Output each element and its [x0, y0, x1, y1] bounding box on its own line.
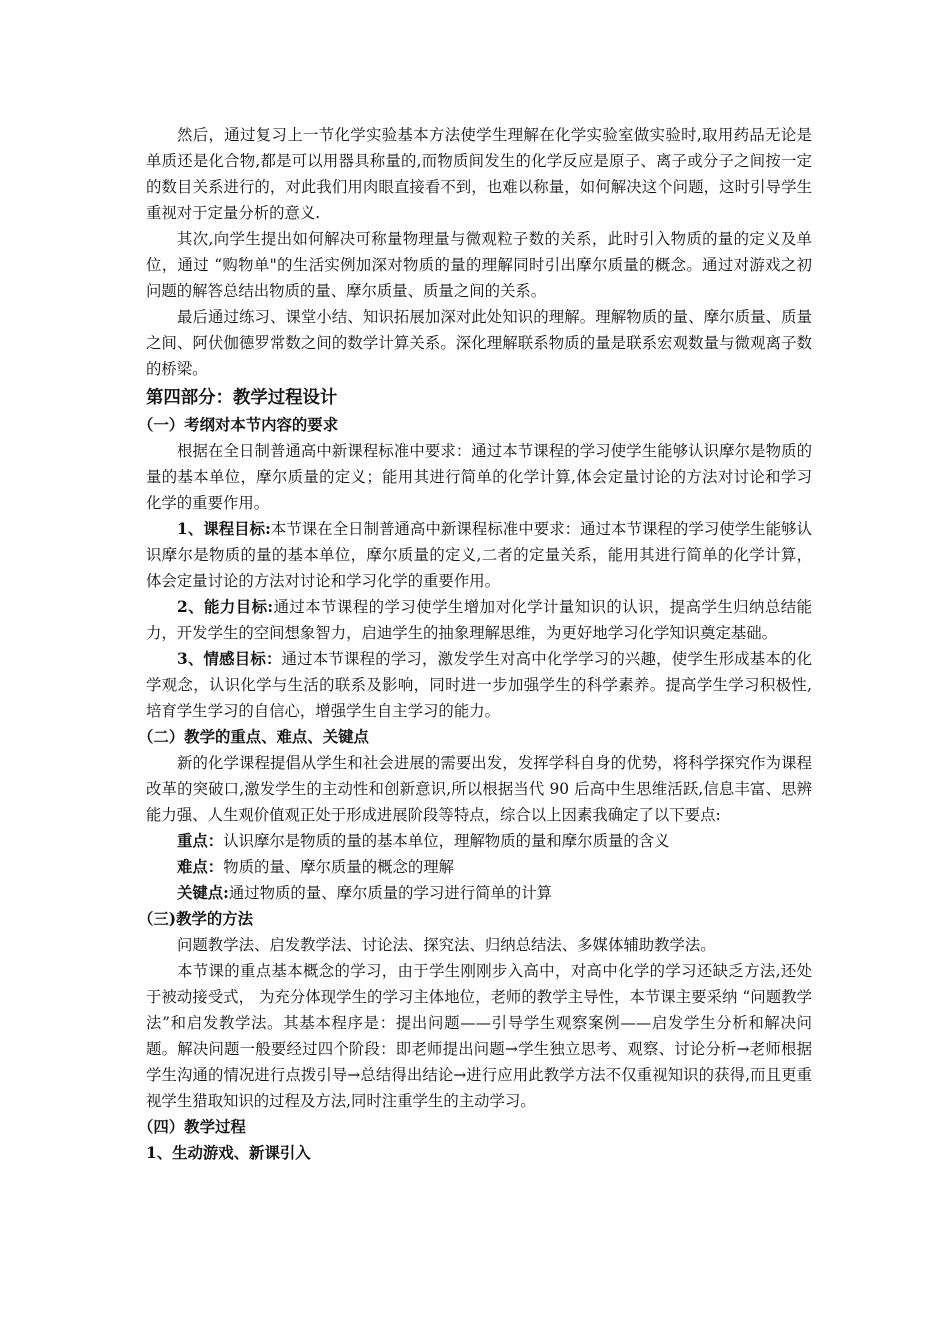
- key-point-label: 重点：: [177, 832, 224, 850]
- critical-point-label: 关键点:: [177, 884, 229, 902]
- intro-paragraph-2: 其次,向学生提出如何解决可称量物理量与微观粒子数的关系，此时引入物质的量的定义及单位，通过 “购物单"的生活实例加深对物质的量的理解同时引出摩尔质量的概念。通过对游戏之初问题的解答总结出物质的量、摩尔质量、质量之间的关系。: [146, 230, 812, 300]
- course-goal-paragraph: [146, 516, 812, 594]
- intro-paragraph-3: 最后通过练习、课堂小结、知识拓展加深对此处知识的理解。理解物质的量、摩尔质量、质量之间、阿伏伽德罗常数之间的数学计算关系。深化理解联系物质的量是联系宏观数量与微观离子数的桥梁。: [146, 308, 812, 378]
- difficulty-line: [146, 854, 812, 880]
- document-body: [138, 122, 812, 1166]
- course-goal-text: 本节课在全日制普通高中新课程标准中要求：通过本节课程的学习使学生能够认识摩尔是物质的量的基本单位，摩尔质量的定义,二者的定量关系，能用其进行简单的化学计算，体会定量讨论的方法对讨论和学习化学的重要作用。: [146, 520, 812, 590]
- difficulty-text: 物质的量、摩尔质量的概念的理解: [223, 858, 455, 876]
- section3-paragraph-1: 问题教学法、启发教学法、讨论法、探究法、归纳总结法、多媒体辅助教学法。: [177, 936, 716, 954]
- section3-heading: （三)教学的方法: [138, 910, 254, 928]
- key-point-text: 认识摩尔是物质的量的基本单位，理解物质的量和摩尔质量的含义: [223, 832, 670, 850]
- key-point-line: [146, 828, 812, 854]
- emotion-goal-label: 3、情感目标：: [177, 650, 282, 668]
- part4-heading: 第四部分：教学过程设计: [146, 388, 338, 408]
- emotion-goal-text: 通过本节课程的学习，激发学生对高中化学学习的兴趣，使学生形成基本的化学观念，认识化学与生活的联系及影响，同时进一步加强学生的科学素养。提高学生学习积极性,培育学生学习的自信心，增强学生自主学习的能力。: [146, 650, 812, 720]
- section4-subheading: 1、生动游戏、新课引入: [146, 1144, 311, 1162]
- critical-point-line: [146, 880, 812, 906]
- section1-paragraph: 根据在全日制普通高中新课程标准中要求：通过本节课程的学习使学生能够认识摩尔是物质的量的基本单位，摩尔质量的定义；能用其进行简单的化学计算,体会定量讨论的方法对讨论和学习化学的重要作用。: [146, 442, 812, 512]
- critical-point-text: 通过物质的量、摩尔质量的学习进行简单的计算: [228, 884, 553, 902]
- ability-goal-text: 通过本节课程的学习使学生增加对化学计量知识的认识，提高学生归纳总结能力，开发学生的空间想象智力，启迪学生的抽象理解思维，为更好地学习化学知识奠定基础。: [146, 598, 812, 642]
- ability-goal-paragraph: [146, 594, 812, 646]
- intro-paragraph-1: 然后，通过复习上一节化学实验基本方法使学生理解在化学实验室做实验时,取用药品无论是单质还是化合物,都是可以用器具称量的,而物质间发生的化学反应是原子、离子或分子之间按一定的数目关系进行的，对此我们用肉眼直接看不到，也难以称量，如何解决这个问题，这时引导学生重视对于定量分析的意义.: [146, 126, 812, 222]
- section3-paragraph-2: 本节课的重点基本概念的学习，由于学生刚刚步入高中，对高中化学的学习还缺乏方法,还处于被动接受式， 为充分体现学生的学习主体地位，老师的教学主导性，本节课主要采纳 “问题教学法”和启发教学法。其基本程序是：提出问题——引导学生观察案例——启发学生分析和解决问题。解决问题一般要经过四个阶段：即老师提出问题→学生独立思考、观察、讨论分析→老师根据学生沟通的情况进行点拨引导→总结得出结论→进行应用此教学方法不仅重视知识的获得,而且更重视学生猎取知识的过程及方法,同时注重学生的主动学习。: [146, 962, 812, 1110]
- course-goal-label: 1、课程目标:: [177, 520, 271, 538]
- section2-heading: （二）教学的重点、难点、关键点: [138, 728, 369, 746]
- section2-paragraph: 新的化学课程提倡从学生和社会进展的需要出发，发挥学科自身的优势，将科学探究作为课程改革的突破口,激发学生的主动性和创新意识,所以根据当代 90 后高中生思维活跃,信息丰富、思辨能力强、人生观价值观正处于形成进展阶段等特点，综合以上因素我确定了以下要点:: [146, 754, 812, 824]
- section1-heading: （一）考纲对本节内容的要求: [138, 416, 339, 434]
- difficulty-label: 难点：: [177, 858, 224, 876]
- ability-goal-label: 2、能力目标:: [177, 598, 274, 616]
- section4-heading: （四）教学过程: [138, 1118, 246, 1136]
- emotion-goal-paragraph: [146, 646, 812, 724]
